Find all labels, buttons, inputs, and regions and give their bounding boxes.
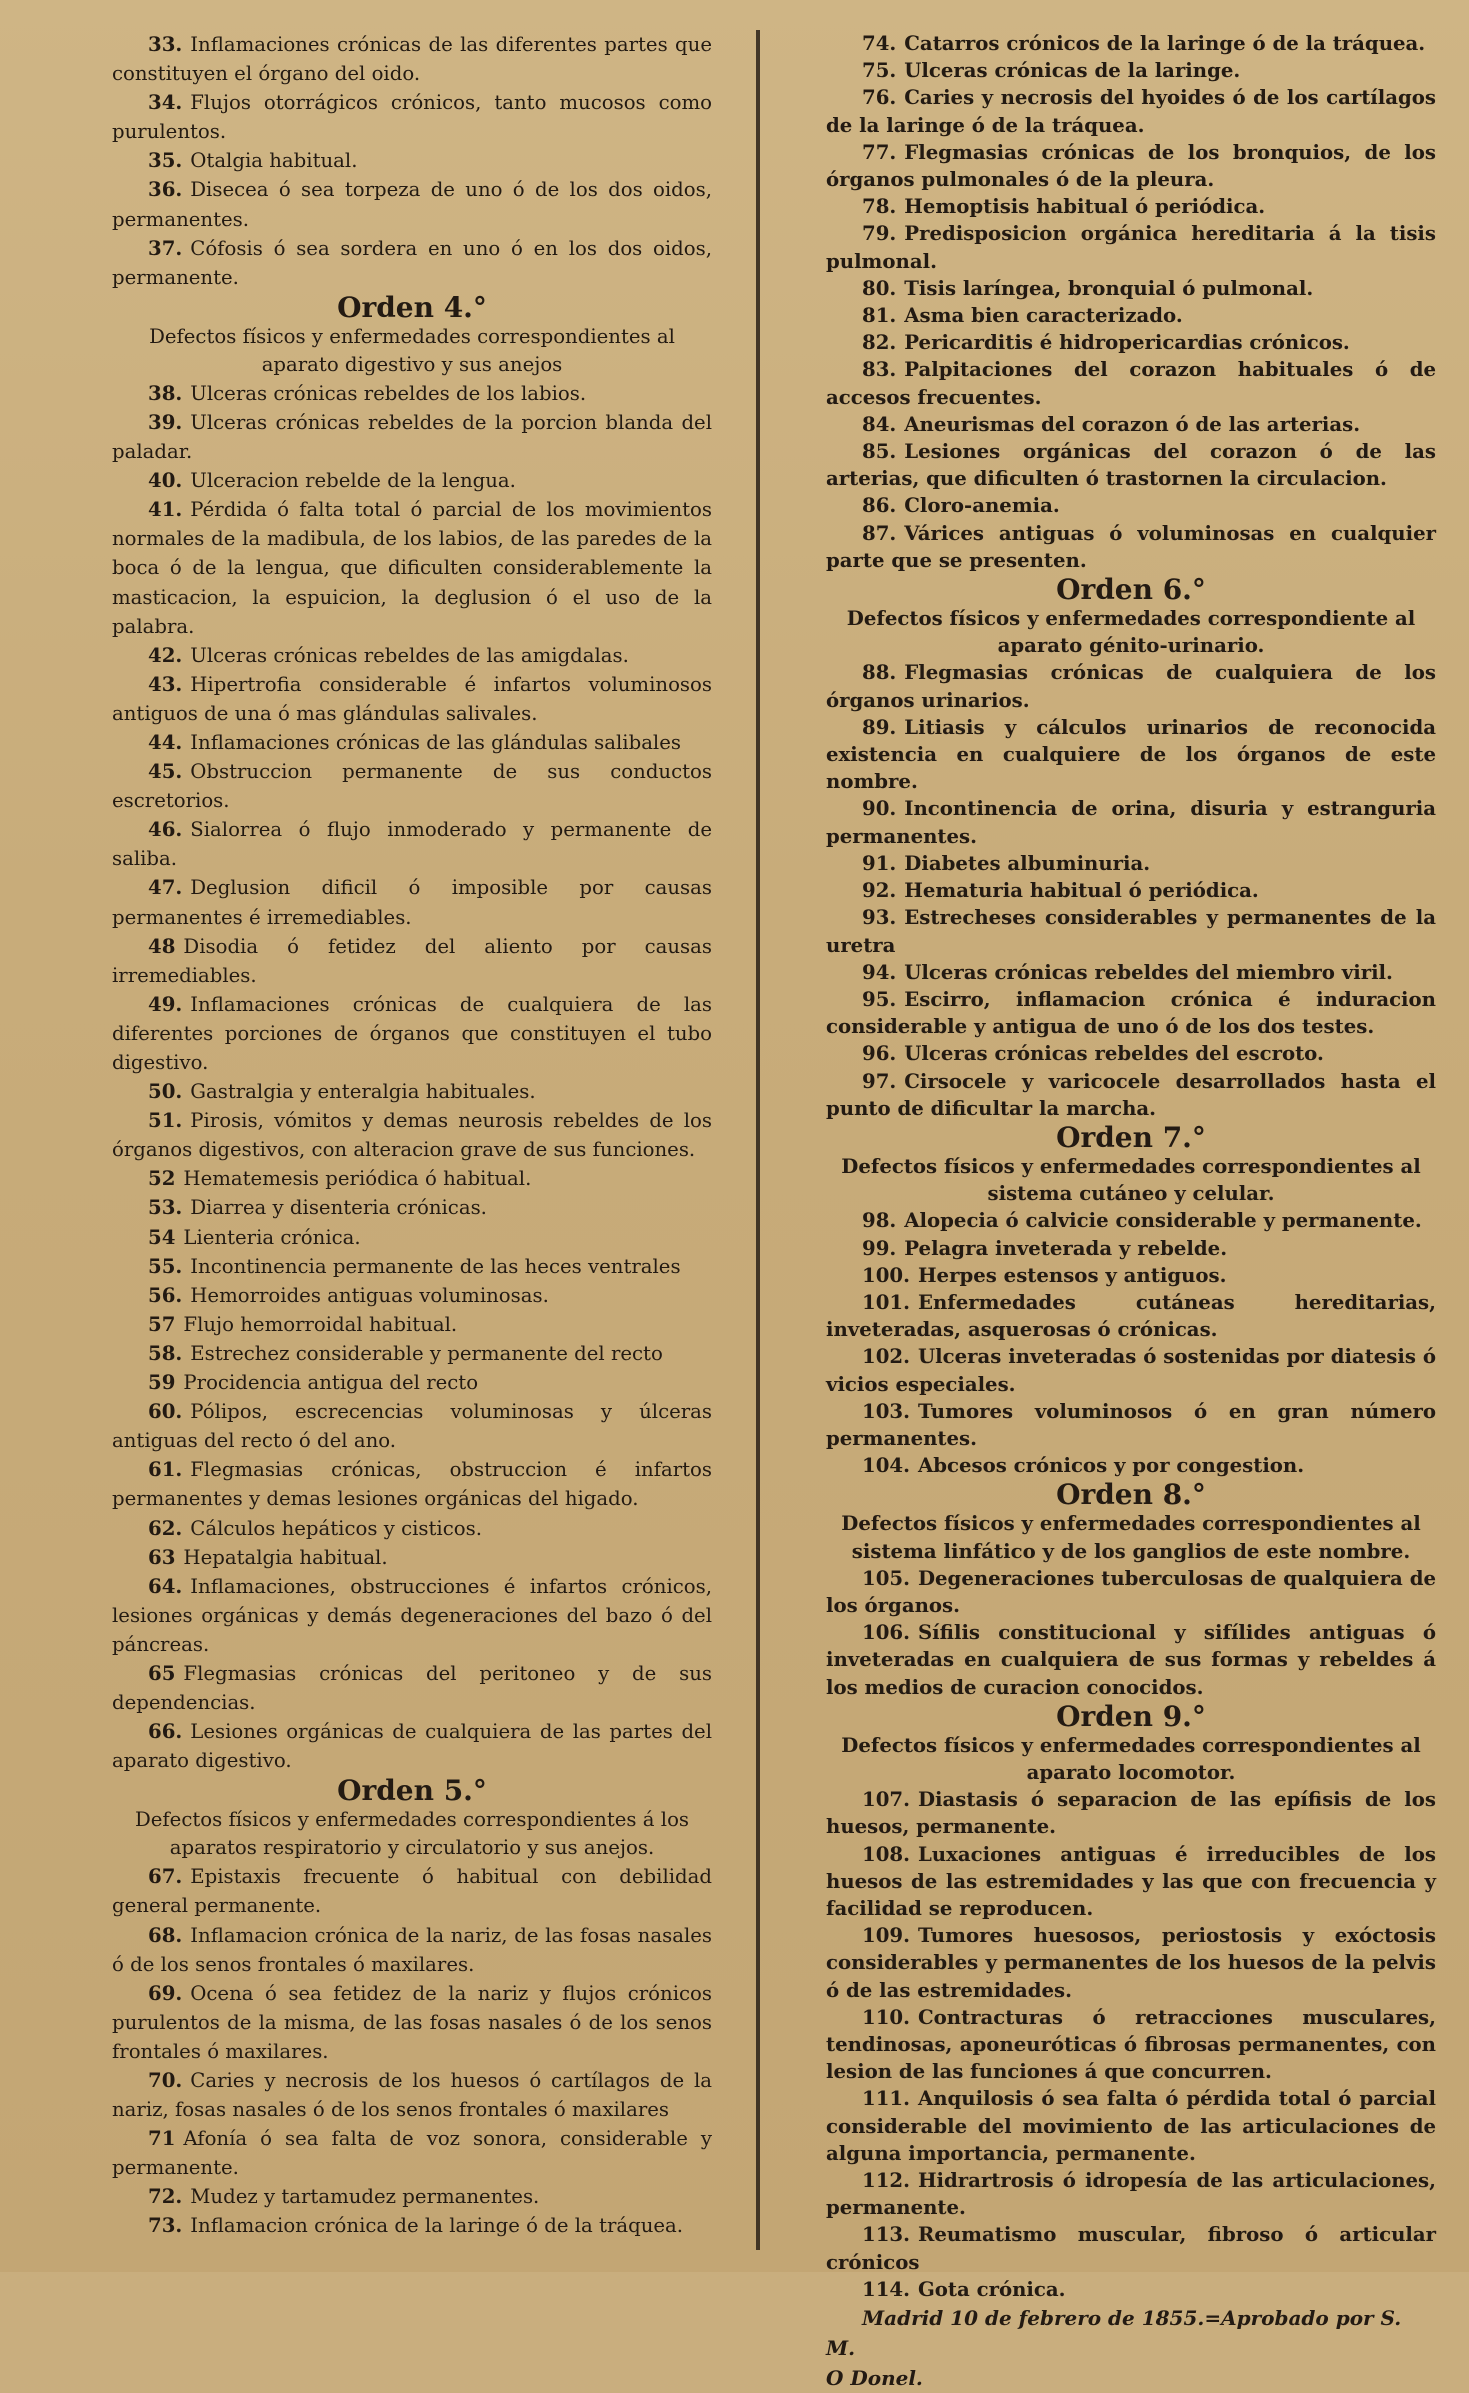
item-number: 84. xyxy=(862,412,897,436)
item-text: Cálculos hepáticos y cisticos. xyxy=(190,1516,482,1540)
item-number: 80. xyxy=(862,276,897,300)
item-text: Pelagra inveterada y rebelde. xyxy=(904,1236,1228,1260)
item-text: Estrechez considerable y permanente del recto xyxy=(190,1341,663,1365)
item-text: Lienteria crónica. xyxy=(183,1225,361,1249)
list-item xyxy=(826,356,1436,410)
list-item xyxy=(112,1862,712,1920)
item-text: Luxaciones antiguas é irreducibles de los huesos de las estremidades y las que con frecuencia y facilidad se reproducen. xyxy=(826,1842,1436,1920)
item-text: Incontinencia de orina, disuria y estranguria permanentes. xyxy=(826,797,1436,848)
item-text: Inflamacion crónica de la laringe ó de la tráquea. xyxy=(190,2214,684,2238)
list-item xyxy=(112,234,712,292)
list-item xyxy=(826,84,1436,138)
item-number: 47. xyxy=(148,876,183,900)
list-item xyxy=(112,1252,712,1281)
item-number: 45. xyxy=(148,760,183,784)
item-number: 66. xyxy=(148,1720,183,1744)
section-heading: Orden 5.° xyxy=(337,1774,487,1808)
list-item xyxy=(112,641,712,670)
item-number: 83. xyxy=(862,358,897,382)
item-number: 54 xyxy=(148,1225,176,1249)
item-text: Pólipos, escrecencias voluminosas y úlceras antiguas del recto ó del ano. xyxy=(112,1400,712,1453)
item-number: 62. xyxy=(148,1516,183,1540)
item-number: 67. xyxy=(148,1865,183,1889)
item-text: Hipertrofia considerable é infartos voluminosos antiguos de una ó mas glándulas salivales. xyxy=(112,672,712,725)
item-text: Diarrea y disenteria crónicas. xyxy=(190,1196,487,1220)
item-text: Flegmasias crónicas de cualquiera de los órganos urinarios. xyxy=(826,661,1436,712)
item-text: Flegmasias crónicas de los bronquios, de los órganos pulmonales ó de la pleura. xyxy=(826,140,1436,192)
item-text: Ulceras crónicas rebeldes de los labios. xyxy=(190,381,587,405)
item-text: Epistaxis frecuente ó habitual con debilidad general permanente. xyxy=(112,1865,712,1918)
item-number: 56. xyxy=(148,1283,183,1307)
item-text: Diastasis ó separacion de las epífisis de los huesos, permanente. xyxy=(826,1788,1436,1839)
item-number: 112. xyxy=(862,2169,910,2193)
list-item xyxy=(112,1543,712,1572)
item-number: 103. xyxy=(862,1399,910,1423)
item-text: Ulceras inveteradas ó sostenidas por diatesis ó vicios especiales. xyxy=(826,1345,1436,1396)
list-item xyxy=(112,2066,712,2124)
list-item xyxy=(112,670,712,728)
list-item xyxy=(826,1207,1436,1234)
item-number: 57 xyxy=(148,1312,176,1336)
item-text: Ocena ó sea fetidez de la nariz y flujos crónicos purulentos de la misma, de las fosas nasales ó de los senos frontales ó maxilares. xyxy=(112,1981,712,2063)
item-text: Sialorrea ó flujo inmoderado y permanente de saliba. xyxy=(112,818,712,871)
list-item xyxy=(112,88,712,146)
list-item xyxy=(826,877,1436,904)
list-item xyxy=(826,1343,1436,1397)
item-text: Cirsocele y varicocele desarrollados hasta el punto de dificultar la marcha. xyxy=(826,1069,1436,1120)
list-item xyxy=(112,1164,712,1193)
item-text: Flegmasias crónicas, obstruccion é infartos permanentes y demas lesiones orgánicas del higado. xyxy=(112,1458,712,1511)
item-text: Ulceras crónicas rebeldes del escroto. xyxy=(904,1042,1324,1066)
item-text: Lesiones orgánicas del corazon ó de las arterias, que dificulten ó trastornen la circulacion. xyxy=(826,440,1436,491)
list-item xyxy=(826,1040,1436,1067)
item-number: 34. xyxy=(148,91,183,115)
item-number: 82. xyxy=(862,331,897,355)
list-item xyxy=(826,1068,1436,1122)
list-item xyxy=(826,1565,1436,1619)
item-text: Predisposicion orgánica hereditaria á la tisis pulmonal. xyxy=(826,222,1436,273)
list-item xyxy=(826,2085,1436,2167)
item-text: Flegmasias crónicas del peritoneo y de sus dependencias. xyxy=(112,1661,712,1715)
item-number: 48 xyxy=(148,934,176,958)
item-number: 86. xyxy=(862,494,897,518)
item-text: Palpitaciones del corazon habituales ó de accesos frecuentes. xyxy=(826,358,1436,409)
item-text: Deglusion dificil ó imposible por causas permanentes é irremediables. xyxy=(112,876,712,929)
item-text: Hematemesis periódica ó habitual. xyxy=(183,1167,532,1191)
item-text: Hemorroides antiguas voluminosas. xyxy=(190,1283,549,1307)
list-item xyxy=(826,2004,1436,2086)
item-text: Caries y necrosis de los huesos ó cartílagos de la nariz, fosas nasales ó de los senos frontales ó maxilares xyxy=(112,2069,712,2122)
item-number: 94. xyxy=(862,960,897,984)
item-number: 100. xyxy=(862,1263,910,1287)
item-number: 95. xyxy=(862,987,897,1011)
item-number: 106. xyxy=(862,1621,910,1645)
list-item xyxy=(826,1398,1436,1452)
right-column-entries xyxy=(826,30,1436,2303)
item-text: Ulceracion rebelde de la lengua. xyxy=(190,469,516,493)
list-item xyxy=(826,2167,1436,2221)
item-number: 90. xyxy=(862,797,897,821)
list-item xyxy=(826,57,1436,84)
item-text: Pérdida ó falta total ó parcial de los movimientos normales de la madibula, de los labios, de las paredes de la boca ó de la lengua, que dificulten considerablemente la masticacion, la espuicion, la deglusion ó el uso de la palabra. xyxy=(112,498,712,638)
item-text: Aneurismas del corazon ó de las arterias. xyxy=(904,412,1361,436)
item-text: Tumores voluminosos ó en gran número permanentes. xyxy=(826,1399,1436,1450)
list-item xyxy=(826,520,1436,574)
item-number: 53. xyxy=(148,1196,183,1220)
item-text: Catarros crónicos de la laringe ó de la tráquea. xyxy=(904,32,1426,55)
list-item xyxy=(112,1106,712,1164)
list-item xyxy=(112,1921,712,1979)
list-item xyxy=(112,2211,712,2240)
left-column xyxy=(112,30,712,2262)
list-item xyxy=(112,466,712,495)
list-item xyxy=(112,1397,712,1455)
item-number: 79. xyxy=(862,222,897,246)
item-text: Lesiones orgánicas de cualquiera de las partes del aparato digestivo. xyxy=(112,1720,712,1773)
item-number: 40. xyxy=(148,469,183,493)
list-item xyxy=(112,728,712,757)
list-item xyxy=(826,795,1436,849)
list-item xyxy=(112,30,712,88)
item-number: 65 xyxy=(148,1661,176,1685)
item-text: Obstruccion permanente de sus conductos escretorios. xyxy=(112,760,712,813)
item-text: Tisis laríngea, bronquial ó pulmonal. xyxy=(904,276,1314,300)
item-number: 58. xyxy=(148,1341,183,1365)
item-number: 63 xyxy=(148,1545,176,1569)
list-item xyxy=(826,1786,1436,1840)
item-number: 55. xyxy=(148,1254,183,1278)
item-number: 38. xyxy=(148,381,183,405)
item-number: 46. xyxy=(148,818,183,842)
item-text: Procidencia antigua del recto xyxy=(183,1371,479,1395)
item-number: 75. xyxy=(862,59,897,83)
list-item xyxy=(826,850,1436,877)
section-heading: Orden 6.° xyxy=(1056,573,1206,607)
item-number: 69. xyxy=(148,1981,183,2005)
list-item xyxy=(112,2124,712,2182)
section-subtitle: Defectos físicos y enfermedades correspondiente al aparato génito-urinario. xyxy=(846,607,1416,658)
item-number: 64. xyxy=(148,1574,183,1598)
list-item xyxy=(112,1514,712,1543)
list-item xyxy=(112,757,712,815)
footer-signature: O Donel. xyxy=(826,2366,923,2391)
list-item xyxy=(826,492,1436,519)
item-number: 42. xyxy=(148,643,183,667)
item-text: Caries y necrosis del hyoides ó de los cartílagos de la laringe ó de la tráquea. xyxy=(826,86,1436,137)
list-item xyxy=(112,1193,712,1222)
list-item xyxy=(826,139,1436,193)
list-item xyxy=(826,1619,1436,1701)
item-number: 39. xyxy=(148,410,183,434)
item-number: 50. xyxy=(148,1080,183,1104)
list-item xyxy=(826,714,1436,796)
item-text: Incontinencia permanente de las heces ventrales xyxy=(190,1254,681,1278)
item-text: Ulceras crónicas rebeldes del miembro viril. xyxy=(904,960,1393,984)
item-number: 88. xyxy=(862,661,897,685)
list-item xyxy=(112,1717,712,1775)
item-text: Hematuria habitual ó periódica. xyxy=(904,879,1259,903)
list-item xyxy=(826,302,1436,329)
item-text: Escirro, inflamacion crónica é induracion considerable y antigua de uno ó de los dos testes. xyxy=(826,987,1436,1039)
item-text: Hemoptisis habitual ó periódica. xyxy=(904,195,1266,219)
list-item xyxy=(826,1289,1436,1343)
item-text: Inflamaciones crónicas de las glándulas salibales xyxy=(190,730,681,754)
list-item xyxy=(112,1223,712,1252)
right-column xyxy=(826,30,1436,2391)
item-number: 49. xyxy=(148,992,183,1016)
item-number: 98. xyxy=(862,1209,897,1233)
item-text: Estrecheses considerables y permanentes de la uretra xyxy=(826,906,1436,957)
item-number: 109. xyxy=(862,1924,910,1948)
list-item xyxy=(112,1368,712,1397)
item-number: 41. xyxy=(148,498,183,522)
list-item xyxy=(826,1452,1436,1479)
list-item xyxy=(112,873,712,931)
item-number: 35. xyxy=(148,149,183,173)
item-text: Gota crónica. xyxy=(917,2277,1066,2301)
item-number: 85. xyxy=(862,440,897,464)
item-text: Litiasis y cálculos urinarios de reconocida existencia en cualquiere de los órganos de este nombre. xyxy=(826,715,1436,794)
list-item xyxy=(112,1077,712,1106)
item-number: 70. xyxy=(148,2069,183,2092)
item-number: 37. xyxy=(148,236,183,260)
item-number: 89. xyxy=(862,715,897,739)
item-number: 60. xyxy=(148,1400,183,1424)
item-text: Inflamaciones crónicas de las diferentes partes que constituyen el órgano del oido. xyxy=(112,33,712,86)
list-item xyxy=(826,329,1436,356)
list-item xyxy=(826,1922,1436,2004)
item-number: 110. xyxy=(862,2005,910,2029)
item-text: Otalgia habitual. xyxy=(190,149,358,173)
item-number: 87. xyxy=(862,521,897,545)
item-number: 96. xyxy=(862,1042,897,1066)
item-text: Reumatismo muscular, fibroso ó articular crónicos xyxy=(826,2223,1436,2274)
list-item xyxy=(112,932,712,990)
item-number: 72. xyxy=(148,2185,183,2209)
item-number: 107. xyxy=(862,1788,910,1812)
item-number: 108. xyxy=(862,1842,910,1866)
footer-date-line: Madrid 10 de febrero de 1855.=Aprobado por S. M. xyxy=(826,2306,1402,2361)
item-text: Contracturas ó retracciones musculares, tendinosas, aponeuróticas ó fibrosas permanentes, con lesion de las funciones á que concurren. xyxy=(826,2005,1436,2084)
list-item xyxy=(826,659,1436,713)
list-item xyxy=(826,1262,1436,1289)
list-item xyxy=(112,379,712,408)
list-item xyxy=(826,438,1436,492)
item-text: Gastralgia y enteralgia habituales. xyxy=(190,1080,536,1104)
item-number: 73. xyxy=(148,2214,183,2238)
item-number: 68. xyxy=(148,1923,183,1947)
list-item xyxy=(826,275,1436,302)
item-number: 104. xyxy=(862,1454,910,1478)
item-number: 78. xyxy=(862,195,897,219)
item-number: 61. xyxy=(148,1458,183,1482)
item-text: Inflamaciones, obstrucciones é infartos crónicos, lesiones orgánicas y demás degeneraciones del bazo ó del páncreas. xyxy=(112,1574,712,1656)
section-subtitle: Defectos físicos y enfermedades correspondientes al sistema cutáneo y celular. xyxy=(841,1154,1421,1206)
item-number: 36. xyxy=(148,178,183,202)
list-item xyxy=(112,815,712,873)
list-item xyxy=(112,1572,712,1659)
list-item xyxy=(112,2182,712,2211)
item-text: Ulceras crónicas rebeldes de las amigdalas. xyxy=(190,643,629,667)
item-text: Hepatalgia habitual. xyxy=(183,1545,388,1569)
item-number: 92. xyxy=(862,879,897,903)
section-heading: Orden 7.° xyxy=(1056,1120,1206,1154)
item-text: Asma bien caracterizado. xyxy=(904,304,1183,328)
list-item xyxy=(826,1841,1436,1923)
list-item xyxy=(112,146,712,175)
list-item xyxy=(826,959,1436,986)
item-number: 114. xyxy=(862,2277,910,2301)
item-text: Hidrartrosis ó idropesía de las articulaciones, permanente. xyxy=(826,2169,1436,2220)
item-number: 51. xyxy=(148,1109,183,1133)
item-text: Cloro-anemia. xyxy=(904,494,1060,518)
item-number: 59 xyxy=(148,1371,176,1395)
list-item xyxy=(112,495,712,640)
section-heading: Orden 9.° xyxy=(1056,1699,1206,1733)
item-text: Sífilis constitucional y sifílides antiguas ó inveteradas en cualquiera de sus formas y rebeldes á los medios de curacion conocidos. xyxy=(826,1621,1436,1699)
list-item xyxy=(826,2276,1436,2303)
item-number: 113. xyxy=(862,2223,910,2247)
item-number: 111. xyxy=(862,2087,910,2111)
list-item xyxy=(112,1281,712,1310)
list-item xyxy=(826,904,1436,958)
list-item xyxy=(826,1235,1436,1262)
item-number: 44. xyxy=(148,730,183,754)
section-subtitle: Defectos físicos y enfermedades correspondientes al sistema linfático y de los ganglios de este nombre. xyxy=(841,1512,1421,1563)
list-item xyxy=(826,220,1436,274)
item-number: 52 xyxy=(148,1167,176,1191)
item-text: Pirosis, vómitos y demas neurosis rebeldes de los órganos digestivos, con alteracion grave de sus funciones. xyxy=(112,1109,712,1162)
column-divider xyxy=(756,30,760,2250)
item-text: Tumores huesosos, periostosis y exóctosis considerables y permanentes de los huesos de la pelvis ó de las estremidades. xyxy=(826,1924,1436,2002)
item-number: 74. xyxy=(862,32,897,55)
section-heading: Orden 8.° xyxy=(1056,1478,1206,1512)
section-subtitle: Defectos físicos y enfermedades correspondientes á los aparatos respiratorio y circulatorio y sus anejos. xyxy=(134,1808,690,1860)
item-text: Inflamaciones crónicas de cualquiera de las diferentes porciones de órganos que constituyen el tubo digestivo. xyxy=(112,992,712,1074)
item-text: Flujo hemorroidal habitual. xyxy=(183,1312,458,1336)
section-subtitle: Defectos físicos y enfermedades correspondientes al aparato locomotor. xyxy=(841,1733,1421,1784)
list-item xyxy=(112,1310,712,1339)
list-item xyxy=(112,1659,712,1717)
list-item xyxy=(112,990,712,1077)
item-number: 101. xyxy=(862,1290,910,1314)
item-text: Herpes estensos y antiguos. xyxy=(917,1263,1227,1287)
item-text: Inflamacion crónica de la nariz, de las fosas nasales ó de los senos frontales ó maxilares. xyxy=(112,1923,712,1976)
item-text: Flujos otorrágicos crónicos, tanto mucosos como purulentos. xyxy=(112,91,712,144)
item-number: 97. xyxy=(862,1069,897,1093)
item-number: 33. xyxy=(148,33,183,56)
item-text: Ulceras crónicas rebeldes de la porcion blanda del paladar. xyxy=(112,410,712,464)
item-text: Afonía ó sea falta de voz sonora, considerable y permanente. xyxy=(112,2127,712,2180)
item-text: Cófosis ó sea sordera en uno ó en los dos oidos, permanente. xyxy=(112,236,712,289)
item-number: 76. xyxy=(862,86,897,110)
item-text: Enfermedades cutáneas hereditarias, inveteradas, asquerosas ó crónicas. xyxy=(826,1290,1436,1342)
section-subtitle: Defectos físicos y enfermedades correspondientes al aparato digestivo y sus anejos xyxy=(149,324,675,376)
item-number: 93. xyxy=(862,906,897,930)
item-text: Pericarditis é hidropericardias crónicos. xyxy=(904,331,1350,355)
list-item xyxy=(112,1455,712,1513)
item-number: 77. xyxy=(862,140,897,164)
item-text: Degeneraciones tuberculosas de qualquiera de los órganos. xyxy=(826,1566,1436,1617)
list-item xyxy=(112,408,712,466)
section-heading: Orden 4.° xyxy=(337,290,487,324)
list-item xyxy=(112,1339,712,1368)
list-item xyxy=(826,30,1436,57)
item-text: Anquilosis ó sea falta ó pérdida total ó parcial considerable del movimiento de las articulaciones de alguna importancia, permanente. xyxy=(826,2087,1436,2165)
item-text: Diabetes albuminuria. xyxy=(904,851,1151,875)
item-number: 91. xyxy=(862,851,897,875)
item-text: Ulceras crónicas de la laringe. xyxy=(904,59,1241,83)
list-item xyxy=(826,986,1436,1040)
item-text: Mudez y tartamudez permanentes. xyxy=(190,2185,540,2209)
item-number: 99. xyxy=(862,1236,897,1260)
item-text: Disecea ó sea torpeza de uno ó de los dos oidos, permanentes. xyxy=(112,178,712,231)
item-number: 71 xyxy=(148,2127,176,2151)
list-item xyxy=(826,2221,1436,2275)
item-number: 105. xyxy=(862,1566,910,1590)
list-item xyxy=(112,1979,712,2066)
item-text: Abcesos crónicos y por congestion. xyxy=(917,1454,1305,1478)
list-item xyxy=(112,175,712,233)
list-item xyxy=(826,411,1436,438)
item-text: Disodia ó fetidez del aliento por causas irremediables. xyxy=(112,934,712,987)
item-text: Várices antiguas ó voluminosas en cualquier parte que se presenten. xyxy=(826,521,1436,572)
list-item xyxy=(826,193,1436,220)
item-text: Alopecia ó calvicie considerable y permanente. xyxy=(904,1209,1422,1233)
item-number: 102. xyxy=(862,1345,910,1369)
item-number: 81. xyxy=(862,304,897,328)
item-number: 43. xyxy=(148,672,183,696)
